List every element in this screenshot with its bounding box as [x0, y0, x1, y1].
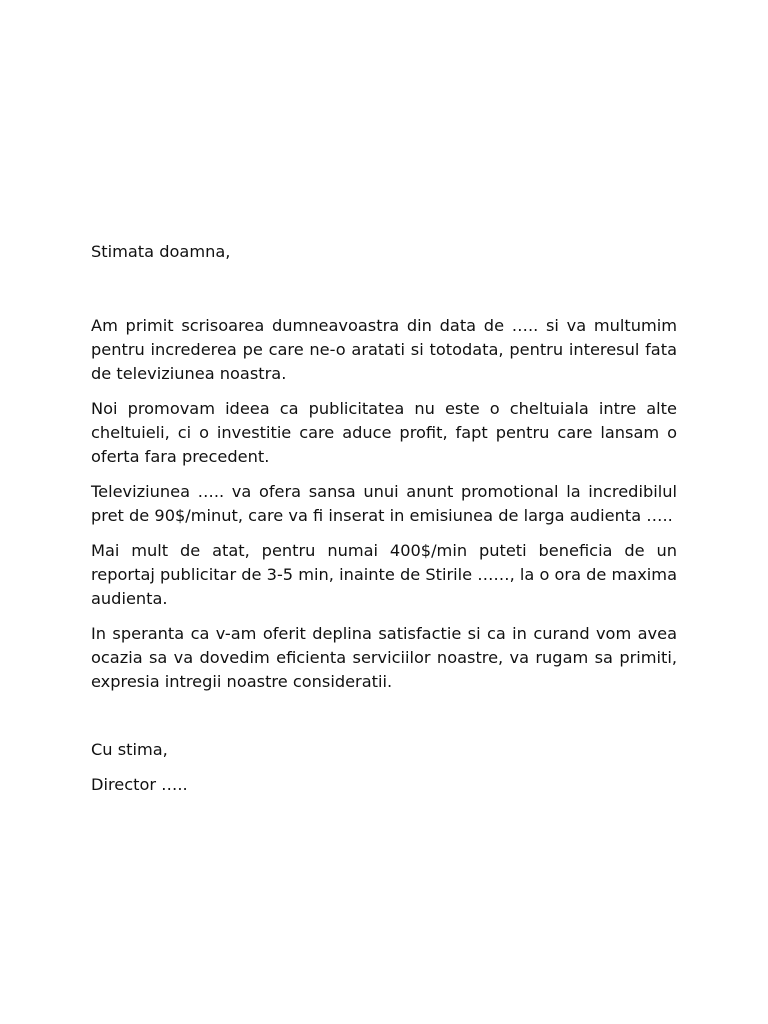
paragraph-5: In speranta ca v-am oferit deplina satisfactie si ca in curand vom avea ocazia sa va dovedim eficienta serviciilor noastre, va rugam sa primiti, expresia intregii noastre consideratii. [91, 624, 677, 691]
letter-body [91, 240, 677, 808]
closing-block [91, 738, 677, 797]
paragraph-2: Noi promovam ideea ca publicitatea nu este o cheltuiala intre alte cheltuieli, ci o investitie care aduce profit, fapt pentru care lansam o oferta fara precedent. [91, 399, 677, 466]
letter-paragraphs [91, 314, 677, 694]
paragraph-4: Mai mult de atat, pentru numai 400$/min puteti beneficia de un reportaj publicitar de 3-5 min, inainte de Stirile ……, la o ora de maxima audienta. [91, 541, 677, 608]
paragraph-3: Televiziunea ….. va ofera sansa unui anunt promotional la incredibilul pret de 90$/minut, care va fi inserat in emisiunea de larga audienta ….. [91, 482, 677, 525]
paragraph-1: Am primit scrisoarea dumneavoastra din data de ….. si va multumim pentru increderea pe care ne-o aratati si totodata, pentru interesul fata de televiziunea noastra. [91, 316, 677, 383]
salutation: Stimata doamna, [91, 242, 231, 261]
closing-text: Cu stima, [91, 740, 168, 759]
signature-text: Director ….. [91, 775, 188, 794]
